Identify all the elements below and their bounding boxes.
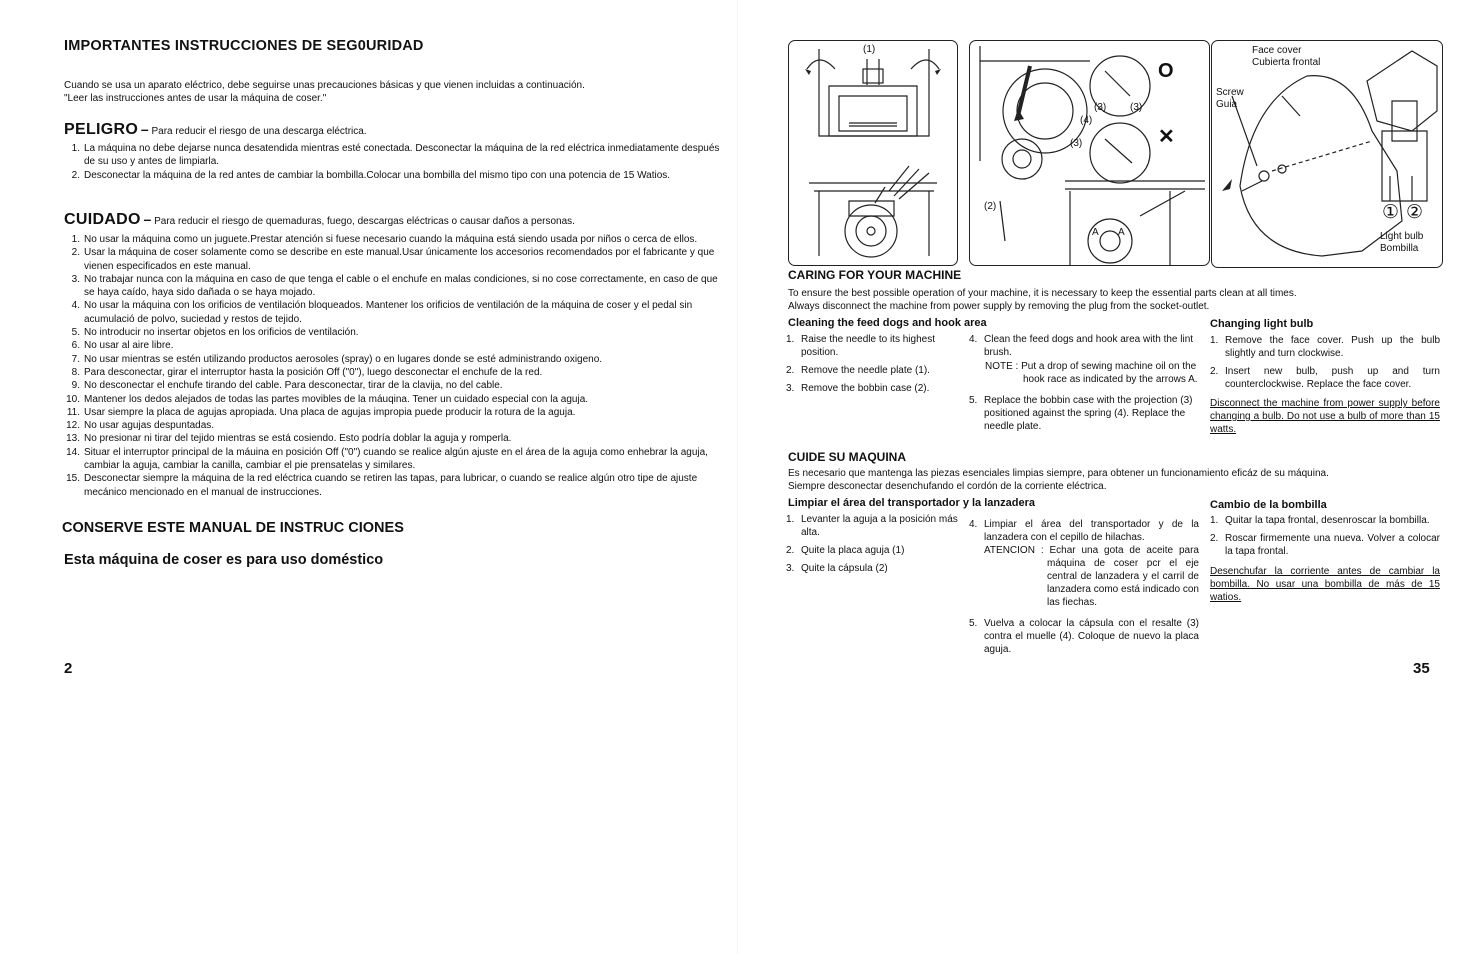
step-number: 4. [969, 519, 978, 530]
limpiar-step [786, 544, 962, 557]
cleaning-heading: Cleaning the feed dogs and hook area [788, 317, 987, 329]
step-2-icon: ② [1406, 202, 1424, 223]
cuidado-item [64, 419, 724, 432]
item-text: Quitar la tapa frontal, desenroscar la bombilla. [1225, 515, 1430, 526]
right-page [737, 0, 1475, 954]
step-text: Clean the feed dogs and hook area with the lint brush. [984, 334, 1194, 358]
caring-intro-line: Always disconnect the machine from power supply by removing the plug from the socket-outlet. [788, 301, 1210, 312]
item-number: 14. [66, 446, 80, 458]
cleaning-note: NOTE : Put a drop of sewing machine oil on the hook race as indicated by the arrows A. [985, 361, 1198, 385]
item-number: 3. [71, 273, 80, 285]
item-text: Insert new bulb, push up and turn counterclockwise. Replace the face cover. [1225, 366, 1440, 390]
light-bulb-en: Light bulb [1380, 231, 1424, 242]
cuidado-list [64, 233, 724, 499]
item-number: 5. [71, 327, 80, 339]
peligro-title: PELIGRO [64, 121, 139, 138]
bulb-warning-es: Desenchufar la corriente antes de cambiar la bombilla. No usar una bombilla de más de 15 watios. [1210, 566, 1440, 603]
figure-hook-area [969, 40, 1210, 266]
item-number: 3. [786, 383, 795, 394]
needle-plate-illustration [789, 41, 957, 265]
item-text: Situar el interruptor principal de la máuina en posición Off ("0") cuando se realice algún ajuste en el área de la aguja como enhebrar la aguja, cambiar la aguja, cambiar la canilla, cambiar el pie prensatelas y similares. [84, 446, 708, 472]
cuidado-item [64, 273, 724, 300]
caring-intro [788, 287, 1438, 313]
item-number: 2. [1210, 366, 1219, 377]
item-number: 1. [1210, 515, 1219, 526]
cuide-intro-line: Siempre desconectar desenchufando el cordón de la corriente eléctrica. [788, 481, 1107, 492]
face-cover-label [1252, 45, 1320, 69]
atencion-note: ATENCION : Echar una gota de aceite para máquina de coser pcr el eje central de lanzadera y el carril de lanzadera como está indicado con las fiechas. [984, 545, 1199, 608]
cuidado-item [64, 326, 724, 339]
screw-es: Guia [1216, 99, 1238, 110]
bulb-step [1210, 365, 1440, 391]
item-number: 1. [71, 143, 80, 154]
cuidado-item [64, 353, 724, 366]
item-number: 6. [71, 340, 80, 352]
fig1-callout-1: (1) [863, 44, 876, 55]
item-text: Desconectar siempre la máquina de la red eléctrica cuando se retiren las tapas, para lubricar, o cuando se realice algún otro tipe de ajuste mecánico mencionado en el manual de instrucciones. [84, 473, 698, 498]
limpiar-step [786, 513, 962, 539]
item-number: 4. [71, 300, 80, 312]
item-number: 2. [786, 545, 795, 556]
cleaning-step [786, 382, 962, 395]
item-text: Quite la placa aguja (1) [801, 545, 905, 556]
item-number: 1. [786, 514, 795, 525]
item-number: 2. [1210, 533, 1219, 544]
peligro-subtitle: Para reducir el riesgo de una descarga eléctrica. [151, 126, 367, 137]
cuidado-item [64, 366, 724, 379]
peligro-heading [64, 121, 367, 139]
limpiar-steps-1-3 [786, 513, 962, 580]
cuidado-item [64, 406, 724, 419]
step-text: Replace the bobbin case with the projection (3) positioned against the spring (4). Replace the needle plate. [984, 395, 1193, 432]
cleaning-steps-1-3 [786, 333, 962, 400]
cuidado-item [64, 339, 724, 352]
item-text: No usar la máquina como un juguete.Prestar atención si fuese necesario cuando la máquina está siendo usada por niños o cerca de ellos. [84, 234, 698, 245]
cuidado-item [64, 233, 724, 246]
intro-line: Cuando se usa un aparato eléctrico, debe seguirse unas precauciones básicas y que vienen incluidas a continuación. [64, 80, 585, 91]
item-text: Mantener los dedos alejados de todas las partes movibles de la máuqina. Tener un cuidado especial con la aguja. [84, 393, 589, 405]
item-text: Remove the face cover. Push up the bulb slightly and turn clockwise. [1225, 335, 1440, 359]
step-text: Vuelva a colocar la cápsula con el resalte (3) contra el muelle (4). Coloque de nuevo la placa aguja. [984, 618, 1199, 655]
cuide-heading: CUIDE SU MAQUINA [788, 450, 907, 464]
domestic-use-heading: Esta máquina de coser es para uso doméstico [64, 552, 384, 568]
cuide-intro [788, 467, 1438, 493]
cuidado-item [64, 379, 724, 392]
cleaning-step [786, 364, 962, 377]
item-text: No usar mientras se estén utilizando productos aerosoles (spray) o en lugares donde se esté administrando oxigeno. [84, 353, 603, 365]
fig2-callout-3: (3) [1070, 138, 1083, 149]
cuide-intro-line: Es necesario que mantenga las piezas esenciales limpias siempre, para obtener un funcionamiento eficáz de su máquina. [788, 468, 1329, 479]
step-number: 5. [969, 618, 978, 629]
intro-line: "Leer las instrucciones antes de usar la máquina de coser." [64, 93, 327, 104]
item-text: Usar la máquina de coser solamente como se describe en este manual.Usar únicamente los accesorios recomendados por el fabricante y que vienen especificados en este manual. [84, 247, 715, 272]
light-bulb-es: Bombilla [1380, 243, 1419, 254]
cuidado-item [64, 299, 724, 326]
page-title: IMPORTANTES INSTRUCCIONES DE SEG0URIDAD [64, 38, 424, 54]
page-number-right: 35 [1413, 660, 1430, 677]
item-text: Levanter la aguja a la posición más alta. [801, 514, 958, 538]
fig2-callout-3c: (3) [1130, 102, 1143, 113]
incorrect-mark: ✕ [1158, 126, 1175, 148]
cuidado-item [64, 472, 724, 499]
fig2-callout-3b: (3) [1094, 102, 1107, 113]
item-text: No usar la máquina con los orificios de ventilación bloqueados. Mantener los orificios de ventilación de la máquina de coser y el pedal sin acumulació de polvo, suciedad y restos de tejido. [84, 300, 693, 325]
bulb-warning-en: Disconnect the machine from power supply before changing a bulb. Do not use a bulb of more than 15 watts. [1210, 398, 1440, 435]
limpiar-steps-4-5 [969, 518, 1199, 656]
changing-bulb-steps [1210, 334, 1440, 396]
item-number: 3. [786, 563, 795, 574]
peligro-item [64, 142, 724, 169]
cuidado-heading [64, 211, 575, 229]
changing-bulb-heading: Changing light bulb [1210, 318, 1314, 330]
cleaning-steps-4-5 [969, 333, 1199, 433]
limpiar-heading: Limpiar el área del transportador y la lanzadera [788, 497, 1035, 509]
cuidado-subtitle: Para reducir el riesgo de quemaduras, fuego, descargas eléctricas o causar daños a personas. [154, 216, 575, 227]
item-number: 2. [71, 169, 80, 181]
fig2-callout-4: (4) [1080, 115, 1093, 126]
limpiar-step [786, 562, 962, 575]
item-number: 13. [66, 433, 80, 445]
intro-text [64, 79, 704, 105]
page-number-left: 2 [64, 660, 73, 677]
cuidado-dash: – [143, 211, 152, 227]
step-number: 5. [969, 395, 978, 406]
item-text: Para desconectar, girar el interruptor hasta la posición Off ("0"), luego desconectar el enchufe de la red. [84, 366, 543, 378]
item-text: No desconectar el enchufe tirando del cable. Para desconectar, tirar de la clavija, no del cable. [84, 380, 503, 392]
figure-needle-plate [788, 40, 958, 266]
item-number: 7. [71, 353, 80, 365]
item-text: Remove the needle plate (1). [801, 365, 930, 376]
peligro-item [64, 169, 724, 182]
item-number: 1. [1210, 335, 1219, 346]
item-number: 1. [71, 234, 80, 245]
bombilla-step [1210, 514, 1440, 527]
item-text: Usar siempre la placa de agujas apropiada. Una placa de agujas impropia puede producir la rotura de la aguja. [84, 406, 576, 418]
left-page [0, 0, 737, 954]
item-number: 2. [786, 365, 795, 376]
item-text: No usar al aire libre. [84, 340, 174, 352]
item-number: 2. [71, 247, 80, 259]
item-text: No usar agujas despuntadas. [84, 420, 215, 432]
item-text: Raise the needle to its highest position. [801, 334, 935, 358]
face-cover-es: Cubierta frontal [1252, 57, 1321, 68]
item-number: 12. [66, 420, 80, 432]
peligro-dash: – [140, 121, 149, 137]
item-text: Roscar firmemente una nueva. Volver a colocar la tapa frontal. [1225, 533, 1440, 557]
item-text: Quite la cápsula (2) [801, 563, 888, 574]
item-number: 9. [71, 380, 80, 392]
item-text: No trabajar nunca con la máquina en caso de que tenga el cable o el enchufe en malas condiciones, si no cose correctamente, en caso de que se haya caído, haya sido dañada o se haya mojado. [84, 273, 718, 299]
bombilla-step [1210, 532, 1440, 558]
cuidado-item [64, 446, 724, 473]
caring-intro-line: To ensure the best possible operation of your machine, it is necessary to keep the essential parts clean at all times. [788, 288, 1297, 299]
bulb-step [1210, 334, 1440, 360]
item-text: La máquina no debe dejarse nunca desatendida mientras esté conectada. Desconectar la máquina de la red eléctrica inmediatamente después de su uso y antes de limpiarla. [84, 143, 720, 168]
item-number: 8. [71, 366, 80, 378]
item-number: 15. [66, 473, 80, 485]
item-text: No introducir no insertar objetos en los orificios de ventilación. [84, 327, 359, 339]
face-cover-en: Face cover [1252, 45, 1302, 56]
cambio-bombilla-heading: Cambio de la bombilla [1210, 499, 1327, 511]
item-number: 11. [66, 406, 80, 418]
item-number: 10. [66, 393, 80, 405]
correct-mark: O [1158, 60, 1174, 82]
conserve-heading: CONSERVE ESTE MANUAL DE INSTRUC CIONES [62, 520, 404, 536]
cuidado-item [64, 432, 724, 445]
item-text: Remove the bobbin case (2). [801, 383, 930, 394]
fig2-arrow-label-a2: A [1118, 227, 1125, 238]
cuidado-item [64, 246, 724, 273]
screw-label [1216, 87, 1244, 111]
cleaning-step [786, 333, 962, 359]
cuidado-item [64, 393, 724, 406]
item-text: Desconectar la máquina de la red antes de cambiar la bombilla.Colocar una bombilla del mismo tipo con una potencia de 15 Watios. [84, 169, 671, 181]
caring-heading: CARING FOR YOUR MACHINE [788, 268, 962, 282]
cuidado-title: CUIDADO [64, 211, 141, 228]
peligro-list [64, 142, 724, 182]
fig2-arrow-label-a: A [1092, 227, 1099, 238]
light-bulb-label [1380, 231, 1423, 255]
cambio-bombilla-steps [1210, 514, 1440, 563]
fig2-callout-2: (2) [984, 201, 997, 212]
screw-en: Screw [1216, 87, 1244, 98]
step-number: 4. [969, 334, 978, 345]
item-text: No presionar ni tirar del tejido mientras se está cosiendo. Esto podría doblar la aguja y romperla. [84, 433, 512, 445]
item-number: 1. [786, 334, 795, 345]
step-text: Limpiar el área del transportador y de la lanzadera con el cepillo de hilachas. [984, 519, 1199, 543]
step-1-icon: ① [1382, 202, 1400, 223]
figure-light-bulb [1211, 40, 1443, 268]
